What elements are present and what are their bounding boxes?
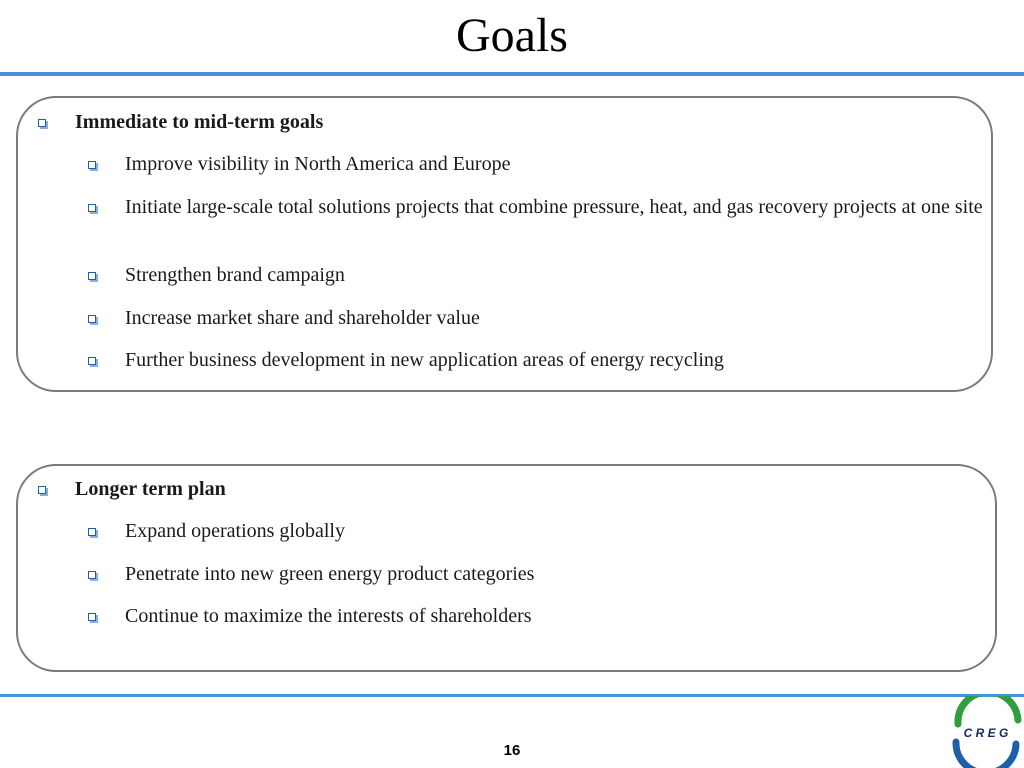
slide-title: Goals <box>456 9 568 62</box>
heading-text: Immediate to mid-term goals <box>75 111 324 133</box>
square-bullet-icon <box>88 315 96 323</box>
list-item: Penetrate into new green energy product categories <box>125 562 985 587</box>
page-number: 16 <box>503 742 521 759</box>
square-bullet-icon <box>88 161 96 169</box>
square-bullet-icon <box>88 357 96 365</box>
heading-text: Longer term plan <box>75 478 226 500</box>
longer-term-plan-heading <box>75 477 226 502</box>
list-item: Expand operations globally <box>125 519 985 544</box>
list-item: Strengthen brand campaign <box>125 263 985 288</box>
square-bullet-icon <box>38 486 46 494</box>
list-item: Further business development in new application areas of energy recycling <box>125 348 985 373</box>
square-bullet-icon <box>88 204 96 212</box>
top-divider <box>0 72 1024 76</box>
square-bullet-icon <box>88 613 96 621</box>
square-bullet-icon <box>88 571 96 579</box>
creg-logo <box>948 696 1024 768</box>
list-item: Initiate large-scale total solutions projects that combine pressure, heat, and gas recovery projects at one site <box>125 195 985 220</box>
square-bullet-icon <box>38 119 46 127</box>
list-item: Improve visibility in North America and Europe <box>125 152 985 177</box>
bottom-divider <box>0 694 1024 697</box>
mid-term-goals-heading <box>75 110 323 135</box>
square-bullet-icon <box>88 272 96 280</box>
logo-text: C R E G <box>963 726 1009 740</box>
square-bullet-icon <box>88 528 96 536</box>
list-item: Continue to maximize the interests of shareholders <box>125 604 985 629</box>
list-item: Increase market share and shareholder value <box>125 306 985 331</box>
